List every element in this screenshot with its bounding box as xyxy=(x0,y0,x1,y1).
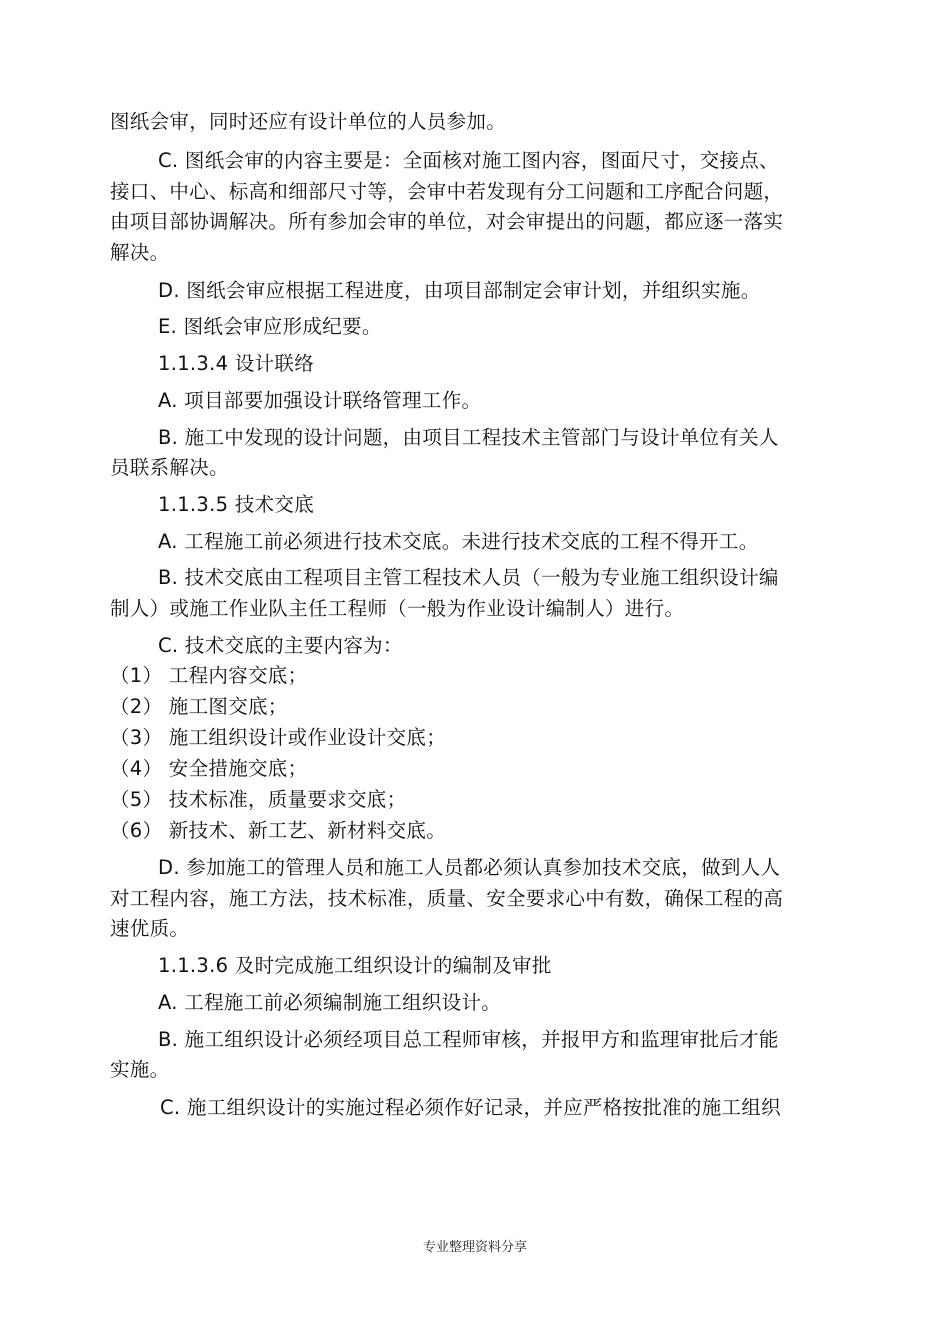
list-item-1: （1） 工程内容交底； xyxy=(110,664,308,687)
section-heading-1135: 1.1.3.5 技术交底 xyxy=(158,493,315,516)
list-item-6: （6） 新技术、新工艺、新材料交底。 xyxy=(110,819,447,842)
text-line-7: E. 图纸会审应形成纪要。 xyxy=(158,315,382,338)
text-line-14: B. 技术交底由工程项目主管工程技术人员（一般为专业施工组织设计编 xyxy=(158,566,779,589)
text-line-30: C. 施工组织设计的实施过程必须作好记录，并应严格按批准的施工组织 xyxy=(160,1096,781,1119)
text-line-23: D. 参加施工的管理人员和施工人员都必须认真参加技术交底，做到人人 xyxy=(158,856,781,879)
list-item-5: （5） 技术标准，质量要求交底； xyxy=(110,788,407,811)
text-line-11: 员联系解决。 xyxy=(110,456,229,479)
text-line-10: B. 施工中发现的设计问题，由项目工程技术主管部门与设计单位有关人 xyxy=(158,426,779,449)
text-line-2: C. 图纸会审的内容主要是：全面核对施工图内容，图面尺寸，交接点、 xyxy=(158,149,779,172)
list-item-3: （3） 施工组织设计或作业设计交底； xyxy=(110,726,447,749)
section-heading-1136: 1.1.3.6 及时完成施工组织设计的编制及审批 xyxy=(158,954,552,977)
text-line-16: C. 技术交底的主要内容为： xyxy=(158,634,403,657)
list-item-4: （4） 安全措施交底； xyxy=(110,757,308,780)
text-line-5: 解决。 xyxy=(110,241,170,264)
text-line-29: 实施。 xyxy=(110,1058,170,1081)
text-line-27: A. 工程施工前必须编制施工组织设计。 xyxy=(158,991,502,1014)
text-line-1: 图纸会审，同时还应有设计单位的人员参加。 xyxy=(110,110,507,133)
text-line-13: A. 工程施工前必须进行技术交底。未进行技术交底的工程不得开工。 xyxy=(158,530,759,553)
text-line-15: 制人）或施工作业队主任工程师（一般为作业设计编制人）进行。 xyxy=(110,597,685,620)
text-line-24: 对工程内容，施工方法，技术标准，质量、安全要求心中有数，确保工程的高 xyxy=(110,887,784,910)
list-item-2: （2） 施工图交底； xyxy=(110,695,288,718)
text-line-3: 接口、中心、标高和细部尺寸等，会审中若发现有分工问题和工序配合问题， xyxy=(110,180,784,203)
page-footer: 专业整理资料分享 xyxy=(422,1240,527,1255)
section-heading-1134: 1.1.3.4 设计联络 xyxy=(158,352,315,375)
text-line-25: 速优质。 xyxy=(110,917,190,940)
text-line-9: A. 项目部要加强设计联络管理工作。 xyxy=(158,389,482,412)
text-line-6: D. 图纸会审应根据工程进度，由项目部制定会审计划，并组织实施。 xyxy=(158,279,761,302)
text-line-4: 由项目部协调解决。所有参加会审的单位，对会审提出的问题，都应逐一落实 xyxy=(110,210,784,233)
text-line-28: B. 施工组织设计必须经项目总工程师审核，并报甲方和监理审批后才能 xyxy=(158,1028,779,1051)
